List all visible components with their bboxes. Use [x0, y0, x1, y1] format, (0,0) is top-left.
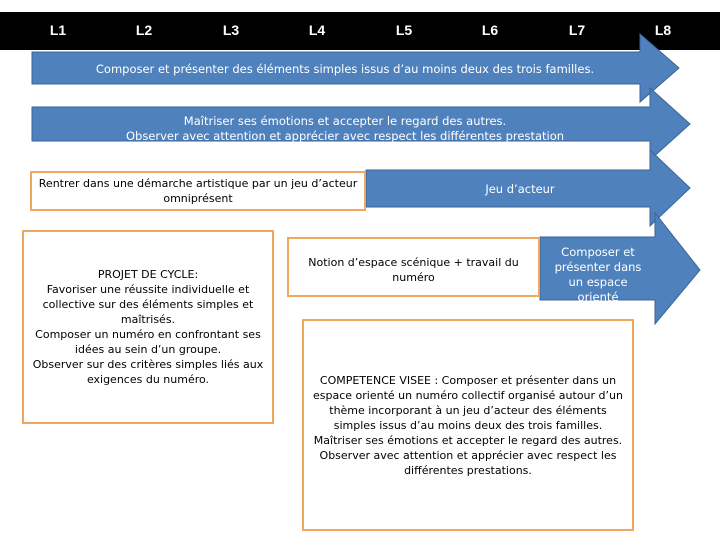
lesson-label-1: L1 — [49, 22, 67, 38]
arrow-3-text: Jeu d’acteur — [485, 182, 555, 196]
lesson-label-7: L7 — [568, 22, 586, 38]
box-notion-text: Notion d’espace scénique + travail du numéro — [308, 256, 519, 284]
arrow-2-line-1: Maîtriser ses émotions et accepter le regard des autres. — [183, 114, 507, 128]
box-rentrer-text: Rentrer dans une démarche artistique par un jeu d’acteur omniprésent — [38, 177, 358, 205]
box-competence-text: COMPETENCE VISEE : Composer et présenter dans un espace orienté un numéro collectif organisé autour d’un thème incorporant à un jeu d’acteur des éléments simples issus d’au moins deux des trois familles. Maîtriser ses émotions et accepter le regard des autres. Observer avec attention et apprécier avec respect les différentes prestations. — [313, 373, 623, 477]
lesson-label-2: L2 — [135, 22, 153, 38]
box-competence — [302, 319, 634, 531]
box-notion — [287, 237, 540, 297]
arrow-4-text: Composer et présenter dans un espace orienté — [554, 245, 642, 304]
box-rentrer — [30, 171, 366, 211]
lesson-label-3: L3 — [222, 22, 240, 38]
arrow-1-text: Composer et présenter des éléments simples issus d’au moins deux des trois familles. — [95, 62, 595, 76]
arrow-2-line-2: Observer avec attention et apprécier avec respect les différentes prestation — [125, 129, 565, 143]
lesson-label-5: L5 — [395, 22, 413, 38]
lesson-label-8: L8 — [654, 22, 672, 38]
box-projet-text: PROJET DE CYCLE: Favoriser une réussite individuelle et collective sur des éléments simples et maîtrisés. Composer un numéro en confrontant ses idées au sein d’un groupe. Observer sur des critères simples liés aux exigences du numéro. — [32, 268, 264, 386]
lesson-label-6: L6 — [481, 22, 499, 38]
box-projet-de-cycle — [22, 230, 274, 424]
lesson-label-4: L4 — [308, 22, 326, 38]
arrow-2-text — [60, 114, 630, 144]
